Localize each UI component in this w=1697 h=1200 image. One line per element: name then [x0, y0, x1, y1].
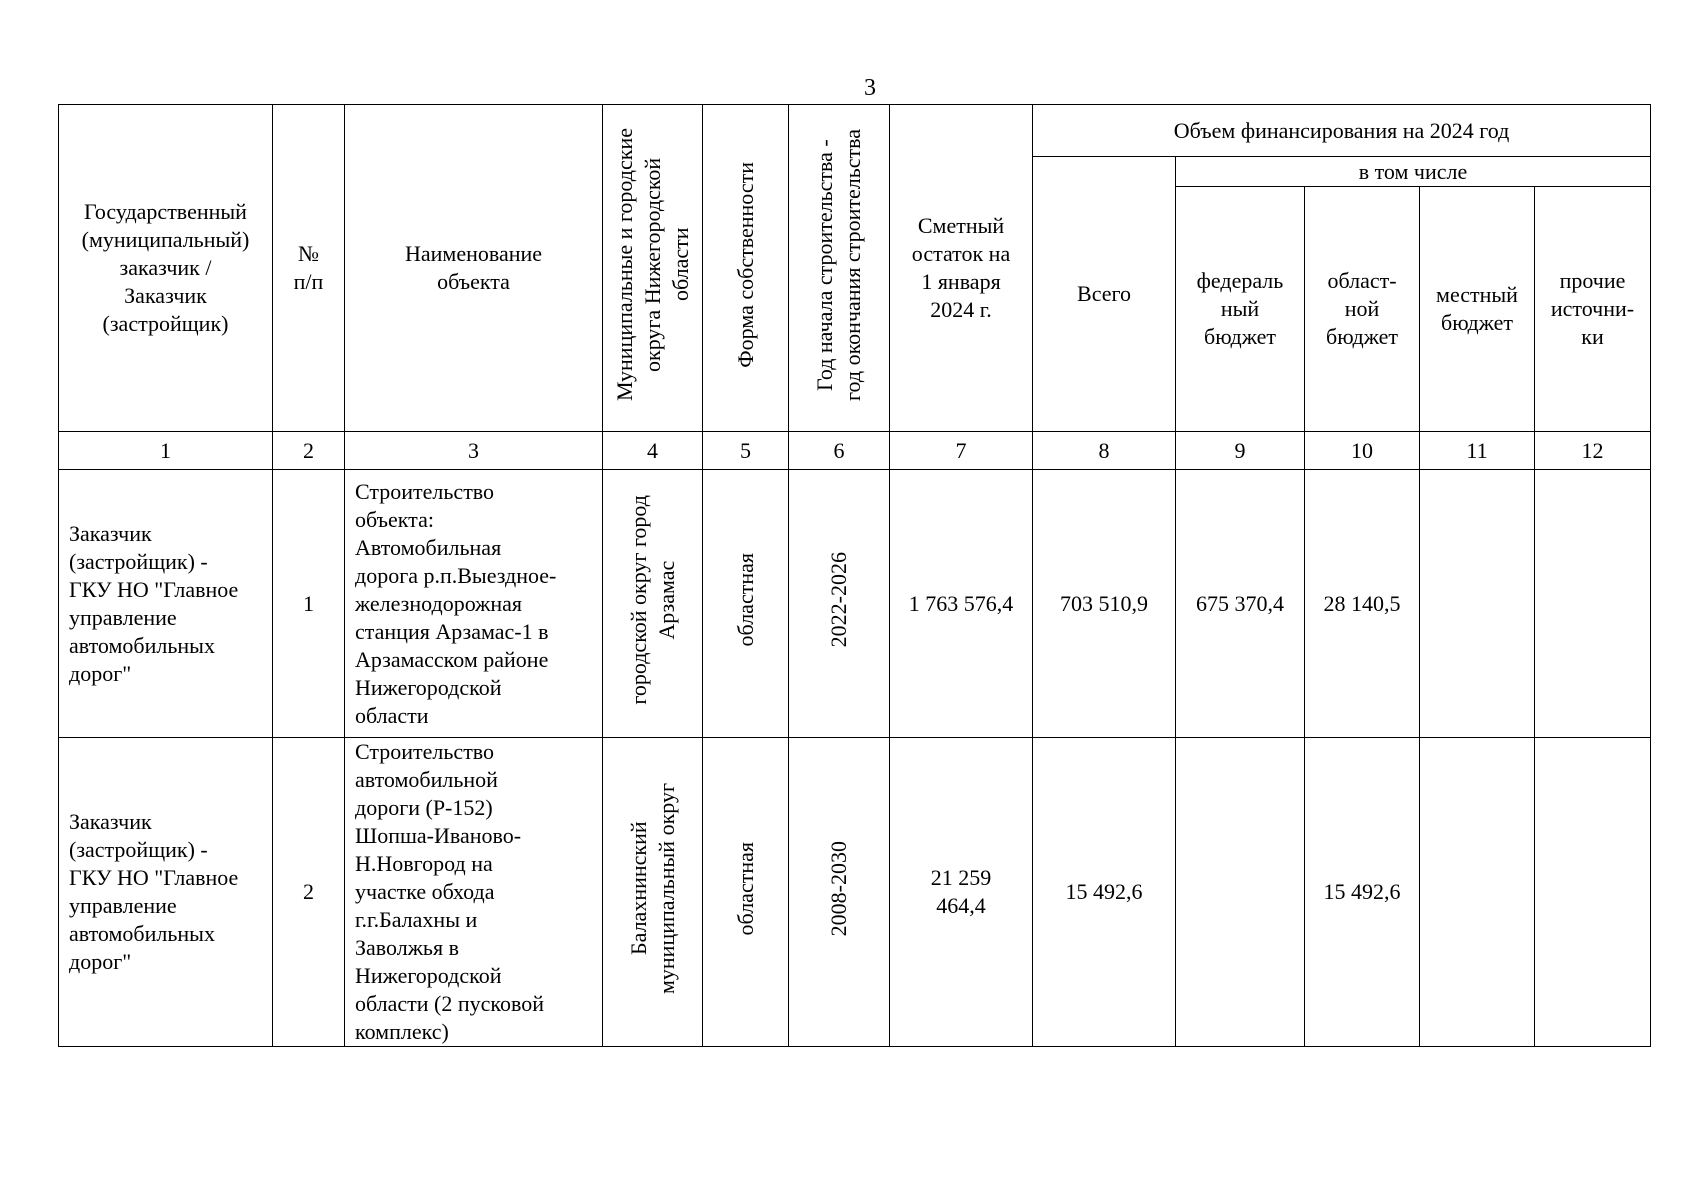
column-number: 2 [273, 432, 345, 470]
column-number: 5 [703, 432, 789, 470]
header-federal: федераль ный бюджет [1176, 187, 1305, 432]
header-years: Год начала строительства - год окончания строительства [812, 128, 865, 401]
row-ownership: областная [732, 553, 758, 647]
row-object-name: Строительство автомобильной дороги (Р-152) Шопша-Иваново- Н.Новгород на участке обхода г.г.Балахны и Заволжья в Нижегородской области (2 пусковой комплекс) [345, 738, 603, 1047]
row-municipality-cell [603, 738, 703, 1047]
row-local [1420, 738, 1535, 1047]
header-other: прочие источни- ки [1535, 187, 1651, 432]
column-number: 4 [603, 432, 703, 470]
row-total: 703 510,9 [1033, 470, 1176, 738]
header-num: № п/п [273, 105, 345, 432]
row-total: 15 492,6 [1033, 738, 1176, 1047]
row-num: 2 [273, 738, 345, 1047]
table-row [59, 470, 1651, 738]
header-regional: област- ной бюджет [1305, 187, 1420, 432]
row-municipality-cell [603, 470, 703, 738]
column-number: 7 [890, 432, 1033, 470]
header-local: местный бюджет [1420, 187, 1535, 432]
header-ownership: Форма собственности [732, 161, 758, 368]
row-num: 1 [273, 470, 345, 738]
column-number-row [59, 432, 1651, 470]
row-years-cell [789, 470, 890, 738]
column-number: 1 [59, 432, 273, 470]
row-years: 2022-2026 [826, 552, 851, 648]
column-number: 12 [1535, 432, 1651, 470]
header-years-cell [789, 105, 890, 432]
table-row [59, 738, 1651, 1047]
row-object-name: Строительство объекта: Автомобильная дорога р.п.Выездное- железнодорожная станция Арзамас-1 в Арзамасском районе Нижегородской области [345, 470, 603, 738]
row-customer: Заказчик (застройщик) - ГКУ НО "Главное управление автомобильных дорог" [59, 738, 273, 1047]
column-number: 8 [1033, 432, 1176, 470]
row-other [1535, 738, 1651, 1047]
header-municipality-cell [603, 105, 703, 432]
header-object-name: Наименование объекта [345, 105, 603, 432]
row-federal: 675 370,4 [1176, 470, 1305, 738]
page-number: 3 [864, 75, 876, 101]
header-ownership-cell [703, 105, 789, 432]
row-ownership-cell [703, 470, 789, 738]
row-local [1420, 470, 1535, 738]
financing-table [58, 104, 1651, 1047]
row-municipality: городской округ город Арзамас [625, 495, 679, 705]
column-number: 6 [789, 432, 890, 470]
row-regional: 28 140,5 [1305, 470, 1420, 738]
header-total: Всего [1033, 157, 1176, 432]
row-municipality: Балахнинский муниципальный округ [625, 782, 679, 994]
header-estimate: Сметный остаток на 1 января 2024 г. [890, 105, 1033, 432]
row-estimate: 21 259 464,4 [890, 738, 1033, 1047]
row-ownership-cell [703, 738, 789, 1047]
row-other [1535, 470, 1651, 738]
row-years-cell [789, 738, 890, 1047]
row-regional: 15 492,6 [1305, 738, 1420, 1047]
header-funding: Объем финансирования на 2024 год [1033, 105, 1651, 157]
header-including: в том числе [1176, 157, 1651, 187]
column-number: 11 [1420, 432, 1535, 470]
row-ownership: областная [732, 841, 758, 936]
row-federal [1176, 738, 1305, 1047]
row-years: 2008-2030 [826, 840, 851, 937]
header-municipality: Муниципальные и городские округа Нижегородской области [611, 128, 693, 401]
column-number: 9 [1176, 432, 1305, 470]
row-customer: Заказчик (застройщик) - ГКУ НО "Главное управление автомобильных дорог" [59, 470, 273, 738]
column-number: 10 [1305, 432, 1420, 470]
column-number: 3 [345, 432, 603, 470]
header-customer: Государственный (муниципальный) заказчик / Заказчик (застройщик) [59, 105, 273, 432]
row-estimate: 1 763 576,4 [890, 470, 1033, 738]
